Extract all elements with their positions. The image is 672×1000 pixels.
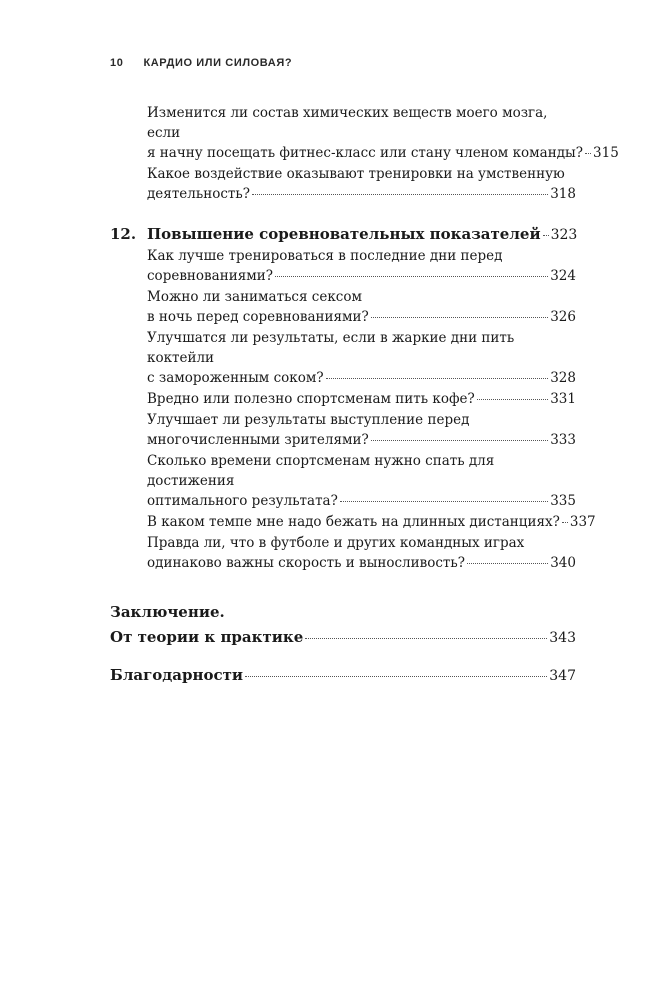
toc-entry-line: Вредно или полезно спортсменам пить кофе? [147, 391, 475, 407]
toc-entry-line: Какое воздействие оказывают тренировки на умственную [147, 166, 565, 182]
page-ref: 337 [569, 514, 596, 530]
toc-entry[interactable] [147, 451, 576, 511]
dot-leader [340, 500, 548, 502]
dot-leader [275, 275, 548, 277]
toc-entry[interactable] [147, 246, 576, 286]
toc-entry-line: Сколько времени спортсменам нужно спать для достижения [147, 453, 495, 489]
conclusion-entry[interactable] [110, 600, 576, 651]
toc-entry-line: Улучшатся ли результаты, если в жаркие дни пить коктейли [147, 330, 515, 366]
toc-entry-line: деятельность? [147, 186, 250, 202]
dot-leader [562, 521, 568, 523]
page-ref: 335 [550, 493, 576, 509]
page-ref: 326 [550, 309, 576, 325]
page-ref: 324 [550, 268, 576, 284]
page-ref: 328 [550, 370, 576, 386]
running-head [110, 57, 292, 69]
toc-entry[interactable] [147, 287, 576, 327]
toc-entry-line: В каком темпе мне надо бежать на длинных дистанциях? [147, 514, 560, 530]
toc-entry[interactable] [147, 512, 596, 532]
toc-entry-line: одинаково важны скорость и выносливость? [147, 555, 465, 571]
page-ref: 333 [550, 432, 576, 448]
chapter-title: Повышение соревновательных показателей [147, 225, 541, 243]
dot-leader [252, 193, 548, 195]
chapter-entries [110, 246, 596, 573]
dot-leader [245, 675, 547, 677]
toc-entry-line: Можно ли заниматься сексом [147, 289, 362, 305]
dot-leader [467, 562, 548, 564]
conclusion-subtitle: От теории к практике [110, 628, 304, 646]
page-ref: 340 [550, 555, 576, 571]
dot-leader [371, 316, 548, 318]
page-ref: 323 [550, 227, 578, 243]
toc-entry[interactable] [147, 328, 576, 388]
page-ref: 331 [550, 391, 576, 407]
page-ref: 347 [549, 668, 576, 684]
dot-leader [477, 398, 548, 400]
toc-entry-line: в ночь перед соревнованиями? [147, 309, 369, 325]
toc-entry[interactable] [147, 164, 576, 204]
toc-entry-line: соревнованиями? [147, 268, 273, 284]
page-ref: 315 [593, 145, 619, 161]
toc-entry-line: с замороженным соком? [147, 370, 324, 386]
chapter-number: 12. [110, 225, 137, 243]
dot-leader [543, 234, 549, 236]
page-number: 10 [110, 57, 124, 69]
chapter-heading[interactable] [110, 223, 576, 246]
toc-entry-line: Правда ли, что в футболе и других командных играх [147, 535, 525, 551]
table-of-contents [110, 103, 619, 688]
conclusion-title: Заключение. [110, 603, 225, 621]
toc-entry-line: многочисленными зрителями? [147, 432, 369, 448]
toc-entry-line: Изменится ли состав химических веществ моего мозга, если [147, 105, 548, 141]
running-title: КАРДИО ИЛИ СИЛОВАЯ? [143, 57, 293, 69]
toc-entry[interactable] [147, 410, 576, 450]
dot-leader [585, 152, 591, 154]
toc-entry[interactable] [147, 389, 576, 409]
dot-leader [326, 377, 549, 379]
toc-entry-line: Как лучше тренироваться в последние дни перед [147, 248, 503, 264]
dot-leader [305, 637, 547, 639]
dot-leader [371, 439, 549, 441]
acknowledgments-entry[interactable] [110, 663, 576, 688]
toc-entry-line: оптимального результата? [147, 493, 338, 509]
page-ref: 318 [550, 186, 576, 202]
toc-entry-line: Улучшает ли результаты выступление перед [147, 412, 470, 428]
top-entries [110, 103, 619, 204]
page-ref: 343 [549, 630, 576, 646]
toc-entry[interactable] [147, 103, 619, 163]
acknowledgments-title: Благодарности [110, 666, 244, 684]
toc-entry[interactable] [147, 533, 576, 573]
toc-entry-line: я начну посещать фитнес-класс или стану членом команды? [147, 145, 584, 161]
